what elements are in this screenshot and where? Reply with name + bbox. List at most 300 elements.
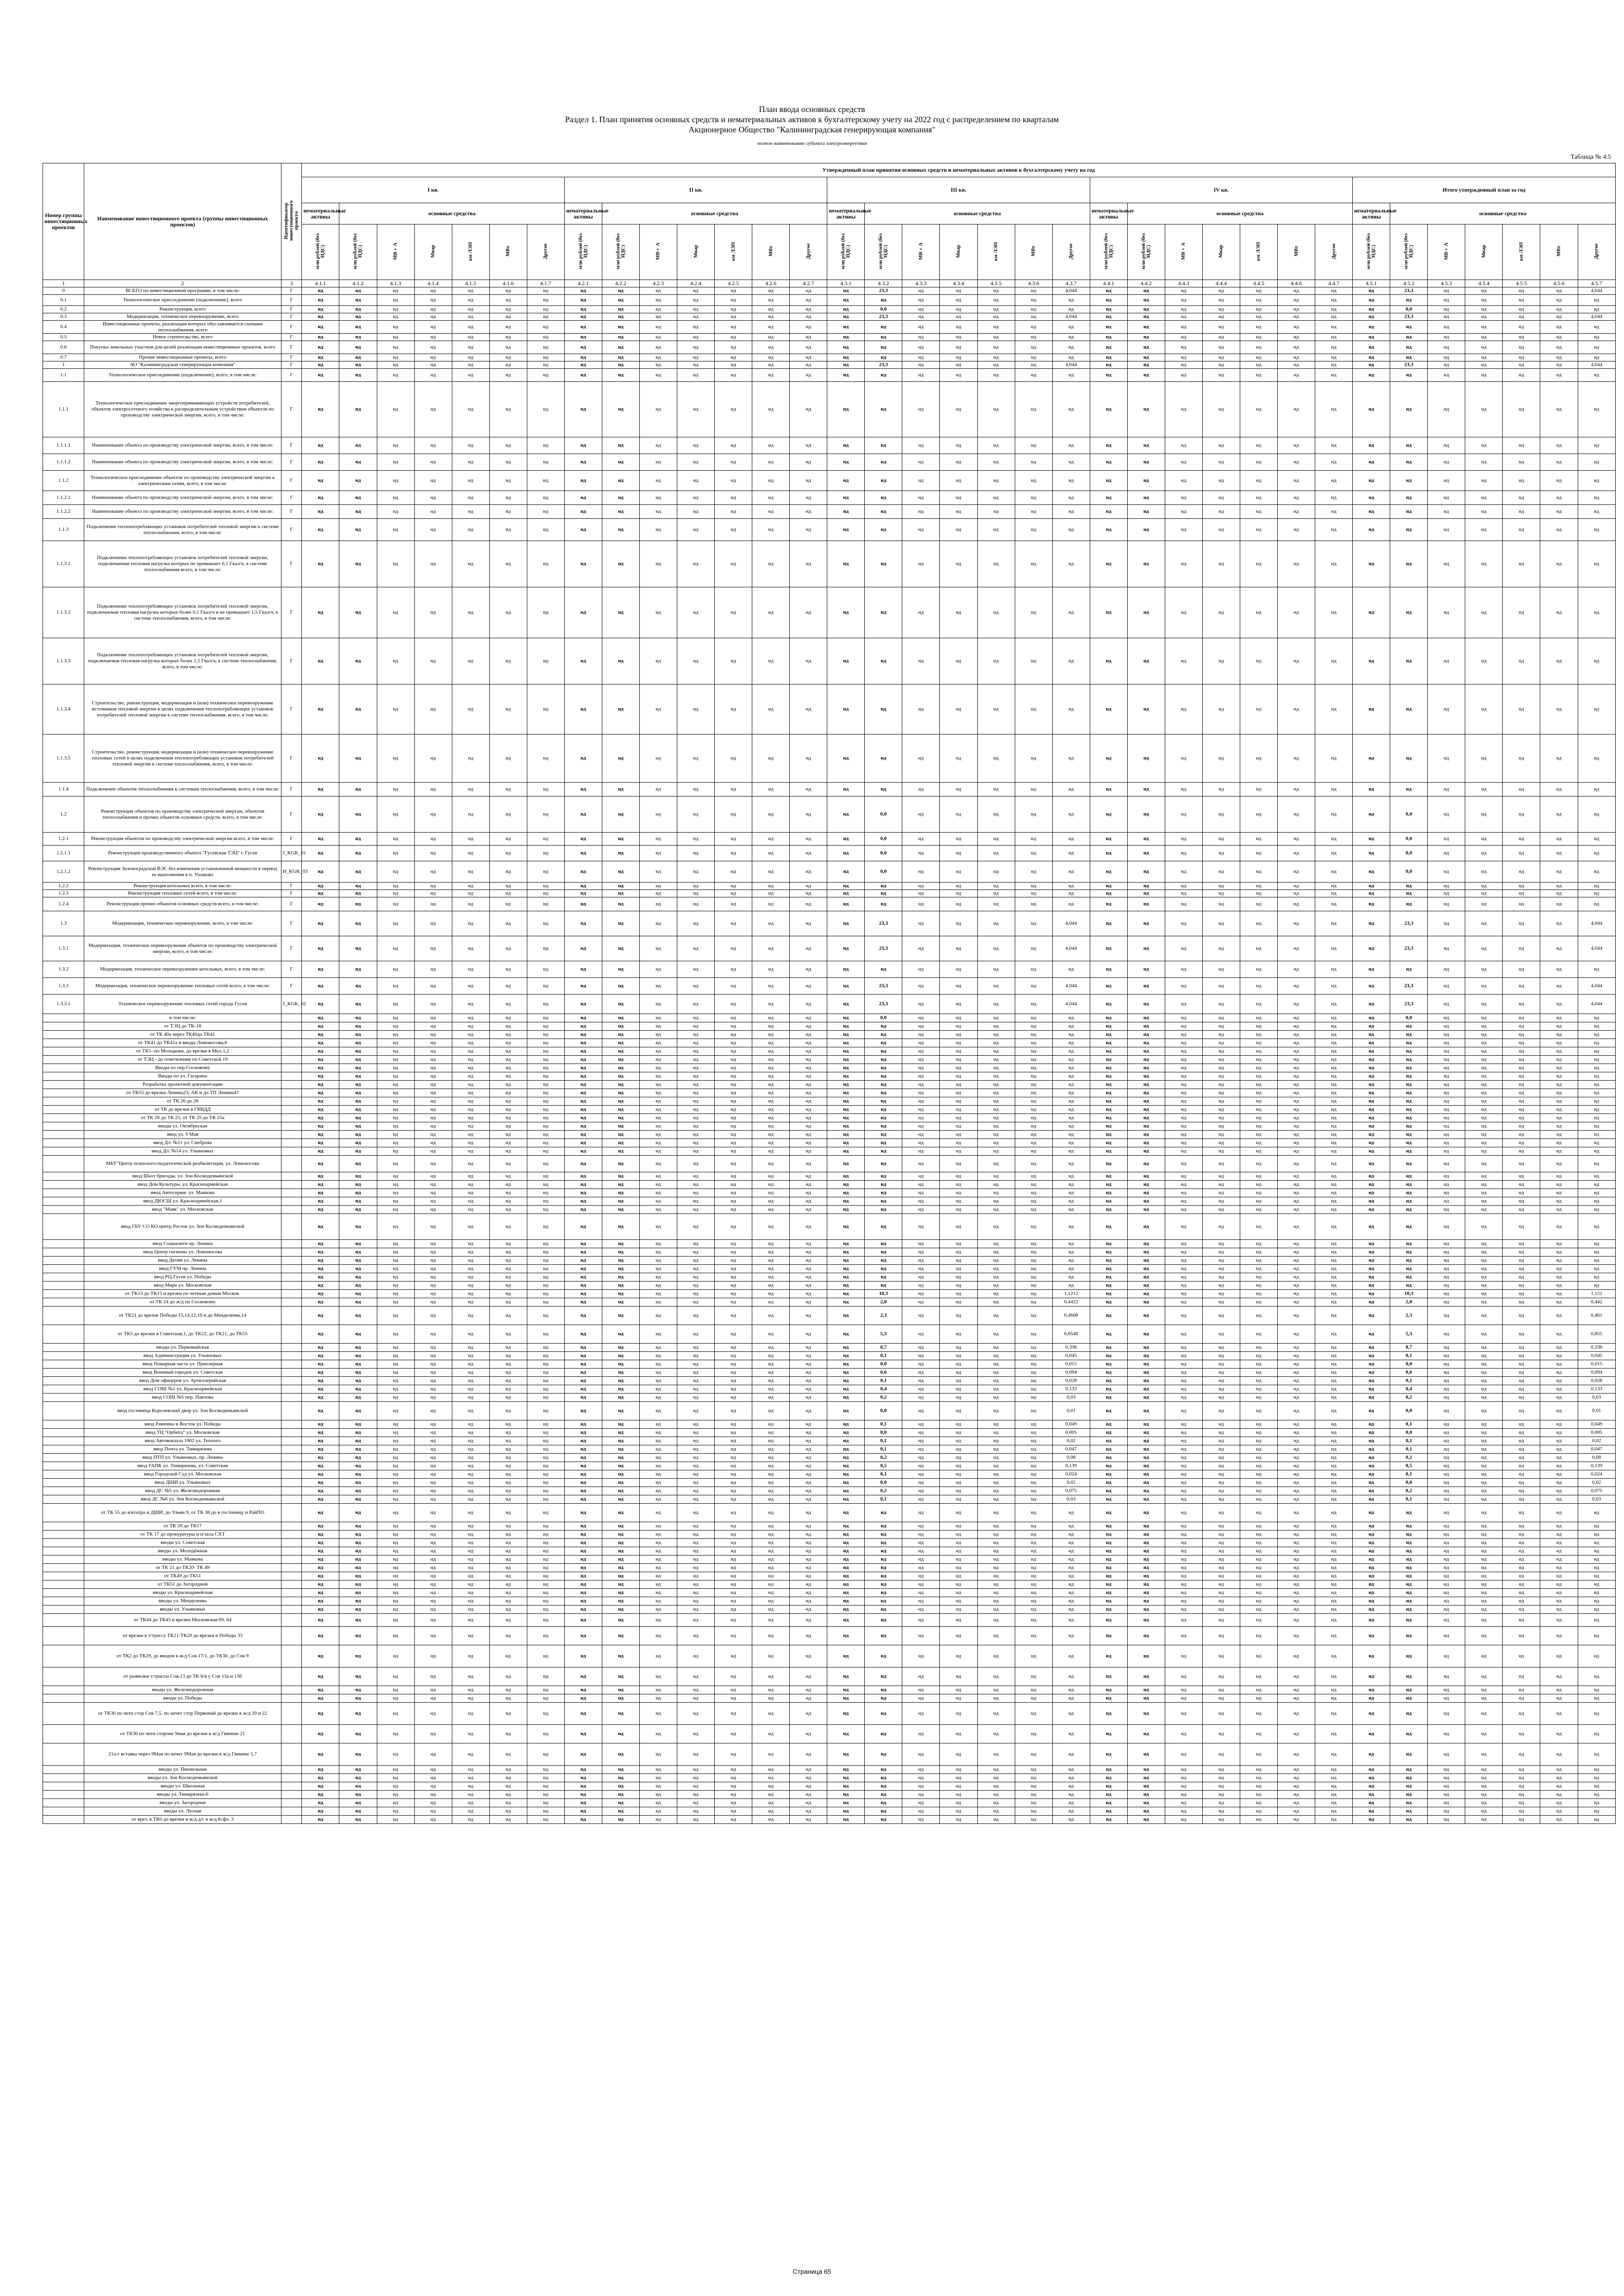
value-cell: нд — [452, 1106, 489, 1114]
value-cell: нд — [1127, 1703, 1165, 1725]
value-cell: нд — [715, 1081, 752, 1089]
value-cell: нд — [602, 1645, 639, 1668]
value-cell: нд — [339, 1420, 377, 1429]
value-cell: нд — [1090, 1240, 1127, 1248]
value-cell: нд — [1540, 1614, 1578, 1627]
value-cell: нд — [489, 1686, 527, 1694]
value-cell: нд — [1127, 796, 1165, 833]
value-cell: нд — [790, 936, 827, 961]
value-cell: нд — [1540, 341, 1578, 354]
value-cell: нд — [1578, 638, 1616, 684]
value-cell: нд — [377, 341, 414, 354]
value-cell: нд — [1052, 541, 1090, 587]
row-project-id: Г — [281, 471, 302, 491]
value-cell: нд — [527, 1445, 564, 1454]
value-cell: нд — [527, 1298, 564, 1307]
value-cell: нд — [414, 1214, 452, 1240]
value-cell: 4,044 — [1578, 978, 1616, 995]
value-cell: нд — [1202, 1273, 1240, 1282]
value-cell: нд — [1052, 1197, 1090, 1206]
value-cell: нд — [827, 1172, 865, 1181]
value-cell: нд — [1503, 1056, 1540, 1064]
value-cell: нд — [414, 1031, 452, 1039]
row-project-name: Реконструкция производственного объекта "Гусевская ТЭЦ" г. Гусев — [84, 846, 281, 861]
row-project-id: Г — [281, 287, 302, 295]
row-project-name: от ТЭЦ до ТК-18 — [84, 1022, 281, 1031]
value-cell: 0,1 — [1390, 1470, 1428, 1479]
header-unit: км ЛЭП — [1503, 224, 1540, 280]
value-cell: нд — [339, 1139, 377, 1147]
row-project-name: вводы ул. Зои Космодемьянской — [84, 1774, 281, 1782]
table-row — [43, 1743, 1616, 1766]
row-project-id: Г — [281, 587, 302, 638]
value-cell: нд — [1315, 306, 1353, 313]
value-cell: нд — [715, 1206, 752, 1214]
value-cell: нд — [564, 1782, 602, 1791]
value-cell: нд — [865, 961, 902, 978]
value-cell: нд — [677, 1462, 715, 1470]
value-cell: нд — [1127, 1106, 1165, 1114]
value-cell: нд — [414, 1429, 452, 1437]
value-cell: нд — [1465, 1445, 1503, 1454]
value-cell: нд — [865, 1774, 902, 1782]
row-project-name: ввод Автовокзала 1902 ул. Теплого — [84, 1437, 281, 1445]
value-cell: нд — [977, 1807, 1015, 1816]
value-cell: нд — [1540, 1531, 1578, 1539]
value-cell: нд — [940, 1487, 977, 1495]
value-cell: нд — [1015, 1445, 1052, 1454]
value-cell: нд — [452, 1782, 489, 1791]
value-cell: нд — [377, 287, 414, 295]
value-cell: нд — [752, 833, 790, 846]
value-cell: нд — [339, 861, 377, 883]
value-cell: нд — [1127, 1265, 1165, 1273]
value-cell: нд — [639, 1290, 677, 1298]
value-cell: нд — [1465, 734, 1503, 783]
value-cell: нд — [827, 454, 865, 471]
value-cell: нд — [414, 1445, 452, 1454]
row-project-name: вводы ул. Молодёжная — [84, 1547, 281, 1556]
value-cell: нд — [1090, 1265, 1127, 1273]
value-cell: нд — [1315, 354, 1353, 361]
value-cell: нд — [302, 1394, 339, 1402]
value-cell: нд — [1240, 1206, 1277, 1214]
value-cell: нд — [1353, 1172, 1390, 1181]
value-cell: нд — [790, 321, 827, 334]
header-intangible-assets: нематериальные активы — [564, 203, 602, 224]
value-cell: нд — [1127, 1352, 1165, 1360]
value-cell: нд — [1015, 995, 1052, 1014]
value-cell: нд — [414, 382, 452, 437]
value-cell: нд — [1315, 437, 1353, 454]
value-cell: нд — [1540, 1181, 1578, 1189]
value-cell: нд — [602, 1504, 639, 1522]
value-cell: нд — [677, 454, 715, 471]
value-cell: нд — [1165, 1147, 1202, 1156]
value-cell: нд — [1127, 1437, 1165, 1445]
value-cell: нд — [1465, 936, 1503, 961]
value-cell: нд — [977, 1668, 1015, 1686]
value-cell: нд — [977, 1214, 1015, 1240]
value-cell: нд — [1165, 936, 1202, 961]
value-cell: 0,0 — [865, 1402, 902, 1420]
value-cell: нд — [639, 1816, 677, 1824]
value-cell: нд — [377, 1131, 414, 1139]
value-cell: нд — [1202, 1257, 1240, 1265]
value-cell: нд — [1428, 295, 1465, 306]
value-cell: нд — [827, 354, 865, 361]
value-cell: нд — [414, 1089, 452, 1097]
value-cell: нд — [1202, 897, 1240, 911]
value-cell: нд — [1202, 1614, 1240, 1627]
value-cell: нд — [602, 1097, 639, 1106]
row-number — [43, 1214, 84, 1240]
value-cell: нд — [902, 1437, 940, 1445]
value-cell: нд — [339, 454, 377, 471]
value-cell: нд — [677, 1377, 715, 1385]
value-cell: нд — [1315, 1022, 1353, 1031]
value-cell: нд — [752, 1181, 790, 1189]
value-cell: нд — [1202, 505, 1240, 519]
table-row — [43, 1645, 1616, 1668]
value-cell: нд — [1315, 1454, 1353, 1462]
value-cell: нд — [602, 1240, 639, 1248]
value-cell: нд — [1052, 1181, 1090, 1189]
value-cell: нд — [1578, 321, 1616, 334]
value-cell: нд — [902, 1106, 940, 1114]
value-cell: нд — [1465, 491, 1503, 505]
value-cell: нд — [977, 1307, 1015, 1325]
value-cell: нд — [977, 1816, 1015, 1824]
value-cell: 0,049 — [1578, 1420, 1616, 1429]
value-cell: нд — [1503, 1106, 1540, 1114]
value-cell: нд — [977, 287, 1015, 295]
value-cell: нд — [1052, 1273, 1090, 1282]
value-cell: нд — [1127, 1445, 1165, 1454]
value-cell: нд — [1165, 1589, 1202, 1597]
value-cell: нд — [339, 1539, 377, 1547]
value-cell: нд — [1465, 1325, 1503, 1344]
value-cell: нд — [452, 638, 489, 684]
value-cell: нд — [1503, 587, 1540, 638]
value-cell: нд — [339, 883, 377, 890]
value-cell: нд — [1315, 684, 1353, 734]
value-cell: нд — [1278, 1385, 1315, 1394]
value-cell: нд — [1465, 1089, 1503, 1097]
value-cell: нд — [1315, 1605, 1353, 1614]
value-cell: нд — [489, 1031, 527, 1039]
value-cell: нд — [1503, 1766, 1540, 1774]
value-cell: нд — [1465, 1377, 1503, 1385]
value-cell: 23,3 — [1390, 313, 1428, 321]
row-project-id — [281, 1114, 302, 1122]
value-cell: нд — [339, 1589, 377, 1597]
value-cell: нд — [827, 1504, 865, 1522]
row-number — [43, 1114, 84, 1122]
value-cell: нд — [902, 1645, 940, 1668]
table-row — [43, 1782, 1616, 1791]
value-cell: нд — [827, 361, 865, 369]
value-cell: нд — [452, 897, 489, 911]
value-cell: нд — [1503, 1206, 1540, 1214]
value-cell: нд — [1015, 437, 1052, 454]
value-cell: нд — [1202, 1014, 1240, 1022]
column-number: 4.1.6 — [489, 280, 527, 287]
value-cell: нд — [865, 1703, 902, 1725]
value-cell: нд — [339, 796, 377, 833]
value-cell: нд — [715, 1172, 752, 1181]
value-cell: нд — [1465, 1189, 1503, 1197]
value-cell: нд — [715, 1572, 752, 1580]
value-cell: нд — [902, 1156, 940, 1172]
value-cell: нд — [1390, 437, 1428, 454]
value-cell: нд — [1202, 1597, 1240, 1605]
value-cell: нд — [1278, 587, 1315, 638]
value-cell: нд — [827, 519, 865, 541]
value-cell: нд — [302, 890, 339, 897]
value-cell: нд — [1503, 1139, 1540, 1147]
value-cell: нд — [902, 1189, 940, 1197]
table-row — [43, 1703, 1616, 1725]
value-cell: нд — [1240, 1766, 1277, 1774]
value-cell: нд — [977, 1627, 1015, 1645]
value-cell: нд — [1503, 846, 1540, 861]
value-cell: нд — [1315, 334, 1353, 341]
value-cell: нд — [940, 883, 977, 890]
value-cell: нд — [902, 505, 940, 519]
value-cell: нд — [1015, 1181, 1052, 1189]
value-cell: нд — [1015, 1072, 1052, 1081]
row-number — [43, 1147, 84, 1156]
value-cell: нд — [1090, 1445, 1127, 1454]
value-cell: нд — [902, 1807, 940, 1816]
value-cell: нд — [1465, 883, 1503, 890]
value-cell: нд — [1240, 1462, 1277, 1470]
value-cell: нд — [1503, 1791, 1540, 1799]
value-cell: нд — [564, 587, 602, 638]
value-cell: нд — [865, 1597, 902, 1605]
value-cell: нд — [1315, 1547, 1353, 1556]
table-row — [43, 911, 1616, 936]
value-cell: нд — [302, 1556, 339, 1564]
row-project-id — [281, 1257, 302, 1265]
value-cell: нд — [1390, 1265, 1428, 1273]
value-cell: нд — [1127, 1589, 1165, 1597]
value-cell: нд — [790, 1437, 827, 1445]
value-cell: нд — [1015, 936, 1052, 961]
value-cell: нд — [452, 1072, 489, 1081]
value-cell: нд — [377, 1344, 414, 1352]
value-cell: нд — [677, 1597, 715, 1605]
value-cell: нд — [827, 890, 865, 897]
value-cell: нд — [977, 1081, 1015, 1089]
value-cell: нд — [302, 1298, 339, 1307]
value-cell: нд — [639, 1743, 677, 1766]
value-cell: нд — [715, 1282, 752, 1290]
value-cell: нд — [1428, 1766, 1465, 1774]
value-cell: нд — [639, 1782, 677, 1791]
value-cell: нд — [1202, 978, 1240, 995]
value-cell: нд — [940, 1172, 977, 1181]
row-project-id — [281, 1290, 302, 1298]
row-project-name: вводы ул. Октябрьская — [84, 1122, 281, 1131]
value-cell: нд — [977, 783, 1015, 796]
value-cell: нд — [377, 1807, 414, 1816]
value-cell: нд — [940, 1816, 977, 1824]
value-cell: нд — [1578, 1056, 1616, 1064]
table-row — [43, 295, 1616, 306]
value-cell: нд — [339, 471, 377, 491]
value-cell: нд — [865, 369, 902, 382]
value-cell: нд — [1428, 1014, 1465, 1022]
value-cell: нд — [452, 1420, 489, 1429]
value-cell: нд — [602, 890, 639, 897]
value-cell: нд — [1127, 471, 1165, 491]
value-cell: нд — [1428, 1106, 1465, 1114]
value-cell: нд — [715, 1240, 752, 1248]
value-cell: нд — [1428, 1257, 1465, 1265]
row-project-id — [281, 1147, 302, 1156]
value-cell: нд — [1090, 1420, 1127, 1429]
value-cell: нд — [377, 321, 414, 334]
row-project-id — [281, 1495, 302, 1504]
value-cell: нд — [1315, 1240, 1353, 1248]
value-cell: нд — [1390, 1131, 1428, 1139]
value-cell: нд — [602, 1081, 639, 1089]
value-cell: нд — [602, 833, 639, 846]
value-cell: нд — [827, 1572, 865, 1580]
row-project-name: Технологическое присоединение объектов по производству электрической энергии к электрическим сетям, всего, в том числе: — [84, 471, 281, 491]
value-cell: нд — [527, 1703, 564, 1725]
value-cell: нд — [1202, 1206, 1240, 1214]
value-cell: нд — [1428, 361, 1465, 369]
value-cell: нд — [1428, 846, 1465, 861]
value-cell: нд — [790, 1605, 827, 1614]
value-cell: нд — [339, 897, 377, 911]
value-cell: нд — [902, 1743, 940, 1766]
value-cell: нд — [639, 1298, 677, 1307]
value-cell: нд — [1428, 638, 1465, 684]
value-cell: нд — [639, 961, 677, 978]
value-cell: нд — [1127, 1072, 1165, 1081]
value-cell: нд — [489, 846, 527, 861]
column-number: 4.5.7 — [1578, 280, 1616, 287]
value-cell: нд — [1202, 1531, 1240, 1539]
value-cell: нд — [302, 1539, 339, 1547]
value-cell: нд — [1540, 1572, 1578, 1580]
table-row — [43, 1504, 1616, 1522]
value-cell: нд — [752, 1056, 790, 1064]
value-cell: нд — [1127, 1282, 1165, 1290]
value-cell: нд — [564, 1539, 602, 1547]
value-cell: нд — [452, 1766, 489, 1774]
value-cell: нд — [1240, 1597, 1277, 1605]
value-cell: нд — [1390, 1774, 1428, 1782]
value-cell: нд — [339, 936, 377, 961]
value-cell: нд — [1052, 321, 1090, 334]
value-cell: нд — [414, 1402, 452, 1420]
value-cell: нд — [790, 1487, 827, 1495]
value-cell: нд — [1315, 1265, 1353, 1273]
value-cell: нд — [1278, 1807, 1315, 1816]
value-cell: нд — [1240, 1614, 1277, 1627]
value-cell: нд — [1052, 1106, 1090, 1114]
value-cell: нд — [1540, 1298, 1578, 1307]
value-cell: нд — [639, 911, 677, 936]
value-cell: нд — [639, 1307, 677, 1325]
value-cell: 23,3 — [1390, 936, 1428, 961]
value-cell: нд — [1503, 1377, 1540, 1385]
value-cell: нд — [414, 1147, 452, 1156]
value-cell: нд — [865, 1531, 902, 1539]
value-cell: нд — [602, 978, 639, 995]
value-cell: нд — [1353, 1039, 1390, 1047]
value-cell: нд — [489, 295, 527, 306]
value-cell: нд — [1315, 1807, 1353, 1816]
value-cell: нд — [452, 341, 489, 354]
value-cell: нд — [1353, 1298, 1390, 1307]
value-cell: нд — [1503, 321, 1540, 334]
value-cell: нд — [414, 361, 452, 369]
value-cell: нд — [1315, 1214, 1353, 1240]
value-cell: нд — [1202, 1147, 1240, 1156]
value-cell: нд — [564, 1703, 602, 1725]
value-cell: нд — [1240, 1298, 1277, 1307]
value-cell: нд — [564, 1799, 602, 1807]
value-cell: нд — [452, 1454, 489, 1462]
value-cell: нд — [715, 382, 752, 437]
value-cell: нд — [377, 961, 414, 978]
table-row — [43, 1614, 1616, 1627]
value-cell: нд — [489, 1605, 527, 1614]
value-cell: нд — [527, 1240, 564, 1248]
value-cell: нд — [377, 1325, 414, 1344]
value-cell: нд — [1465, 1147, 1503, 1156]
value-cell: нд — [452, 1686, 489, 1694]
value-cell: нд — [564, 1325, 602, 1344]
value-cell: нд — [602, 1774, 639, 1782]
value-cell: нд — [715, 1097, 752, 1106]
value-cell: нд — [1052, 1547, 1090, 1556]
header-unit: млн рублей (без НДС) — [865, 224, 902, 280]
value-cell: нд — [1315, 1531, 1353, 1539]
value-cell: нд — [452, 1479, 489, 1487]
row-project-id — [281, 1580, 302, 1589]
value-cell: нд — [1278, 1487, 1315, 1495]
value-cell: нд — [677, 1206, 715, 1214]
value-cell: нд — [302, 995, 339, 1014]
value-cell: нд — [602, 1522, 639, 1531]
value-cell: нд — [677, 995, 715, 1014]
value-cell: нд — [1428, 1377, 1465, 1385]
value-cell: нд — [752, 1816, 790, 1824]
value-cell: нд — [414, 1420, 452, 1429]
value-cell: нд — [865, 1816, 902, 1824]
value-cell: нд — [1165, 1360, 1202, 1369]
value-cell: нд — [414, 890, 452, 897]
value-cell: нд — [677, 1156, 715, 1172]
value-cell: нд — [1278, 1122, 1315, 1131]
value-cell: нд — [752, 1369, 790, 1377]
value-cell: нд — [1428, 1614, 1465, 1627]
value-cell: нд — [940, 1240, 977, 1248]
value-cell: нд — [1127, 1147, 1165, 1156]
value-cell: нд — [677, 897, 715, 911]
value-cell: нд — [1090, 1352, 1127, 1360]
value-cell: нд — [527, 1420, 564, 1429]
table-row — [43, 1131, 1616, 1139]
value-cell: 0,02 — [1052, 1437, 1090, 1445]
